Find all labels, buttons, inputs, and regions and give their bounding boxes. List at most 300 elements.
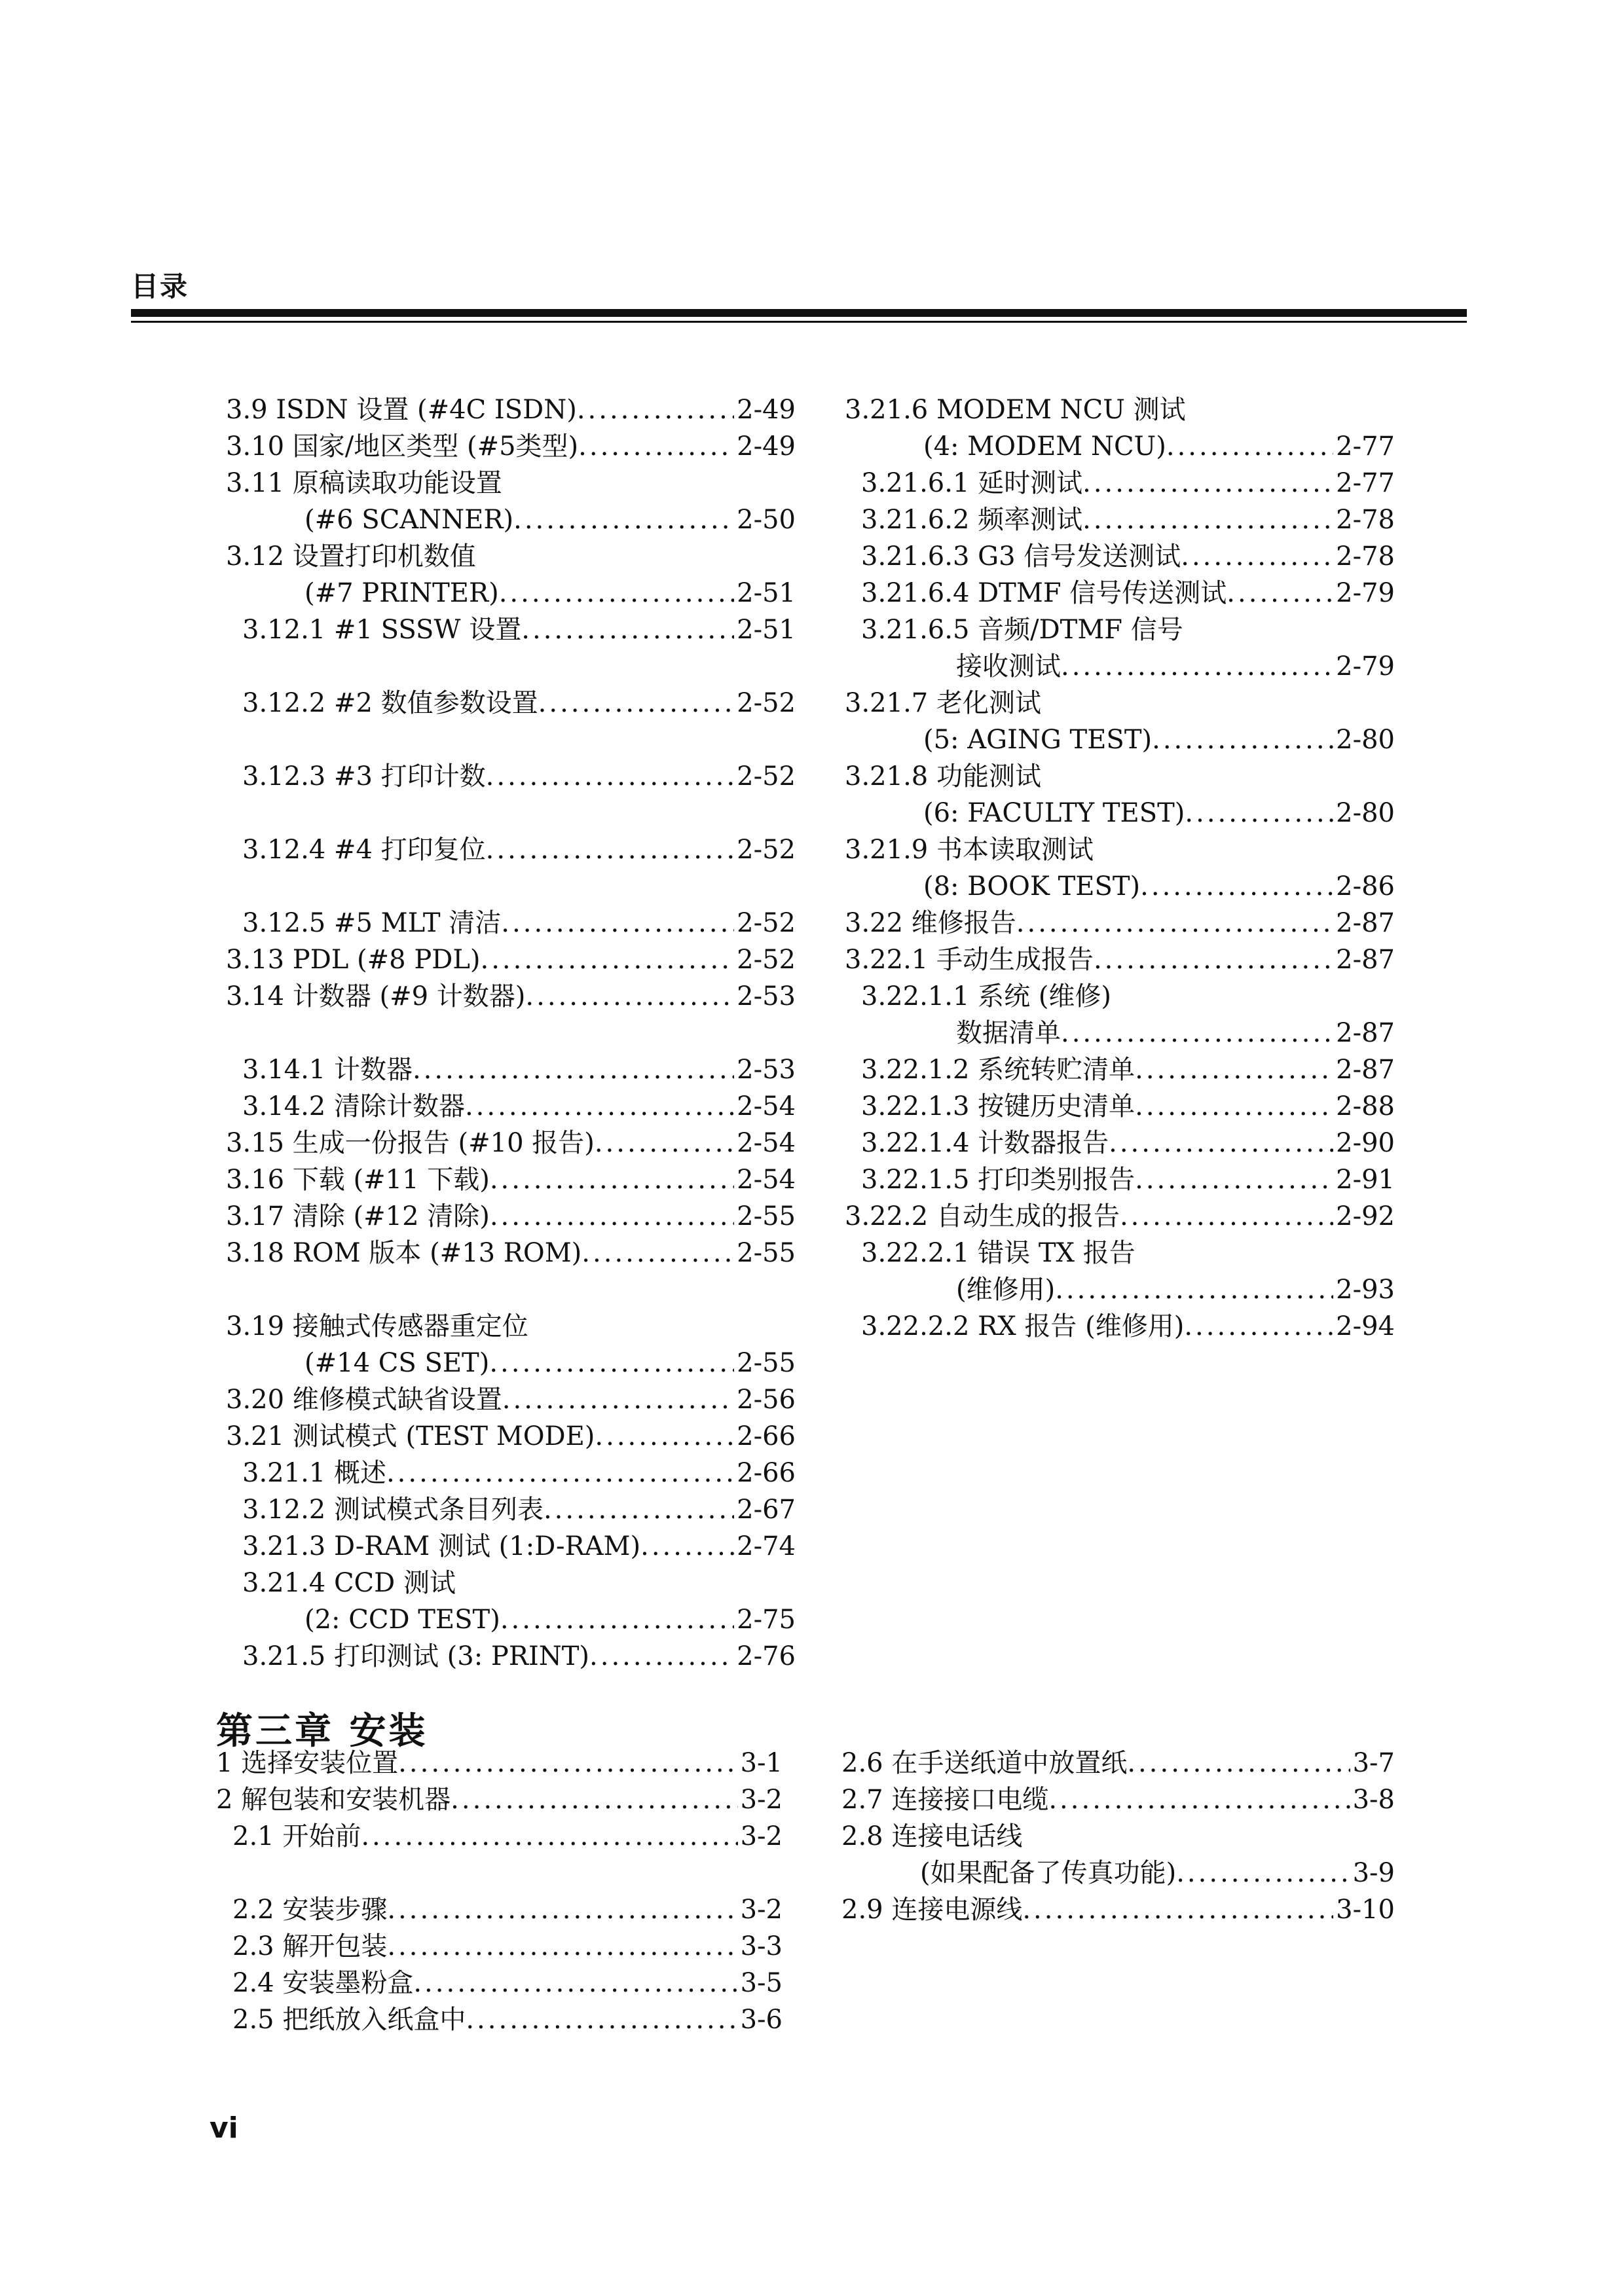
toc-entry-title: 连接电源线 <box>891 1895 1023 1925</box>
chapter-3-heading: 第三章 安装 <box>216 1710 428 1753</box>
dot-leader <box>589 1638 734 1675</box>
toc-entry-page: 2-75 <box>737 1605 796 1635</box>
spacer <box>226 795 796 831</box>
toc-entry-page: 2-67 <box>737 1495 796 1525</box>
toc-entry-title: #5 MLT 清洁 <box>333 908 502 938</box>
dot-leader <box>538 685 734 721</box>
toc-entry-page: 2-66 <box>737 1421 796 1451</box>
dot-leader <box>1152 721 1333 758</box>
toc-entry-number: 3.12.5 <box>242 908 334 938</box>
dot-leader <box>387 1928 737 1965</box>
dot-leader <box>502 1381 734 1418</box>
toc-entry-page: 2-74 <box>737 1531 796 1561</box>
dot-leader <box>521 611 734 648</box>
toc-entry-title: 手动生成报告 <box>936 945 1094 975</box>
toc-entry[interactable] <box>226 831 796 868</box>
dot-leader <box>1185 795 1333 831</box>
toc-entry-number: 3.12.1 <box>242 615 334 645</box>
toc-entry-title: (#6 SCANNER) <box>304 505 514 535</box>
dot-leader <box>1184 1308 1333 1345</box>
toc-entry-page: 2-53 <box>737 981 796 1011</box>
toc-entry[interactable] <box>845 1125 1395 1161</box>
toc-entry-title: 测试模式条目列表 <box>333 1495 544 1525</box>
toc-entry-number: 3.9 <box>226 395 276 425</box>
dot-leader <box>1022 1891 1333 1928</box>
toc-entry-number: 3.17 <box>226 1201 293 1231</box>
toc-entry[interactable] <box>226 501 796 538</box>
toc-entry-title: ISDN 设置 (#4C ISDN) <box>276 395 577 425</box>
toc-entry[interactable] <box>845 611 1395 648</box>
dot-leader <box>480 941 734 978</box>
toc-entry-number: 2.4 <box>232 1968 283 1998</box>
toc-entry[interactable] <box>845 868 1395 905</box>
toc-entry[interactable] <box>845 1161 1395 1198</box>
toc-entry[interactable] <box>216 1781 783 1818</box>
toc-entry-page: 2-55 <box>737 1238 796 1268</box>
toc-entry-number: 3.11 <box>226 468 293 498</box>
toc-entry-number: 3.21.6.4 <box>861 578 978 608</box>
toc-entry[interactable] <box>226 978 796 1015</box>
toc-entry-title: PDL (#8 PDL) <box>292 945 481 975</box>
toc-entry-number: 3.21.1 <box>242 1458 334 1488</box>
toc-entry[interactable] <box>226 1491 796 1528</box>
toc-entry-page: 2-87 <box>1336 945 1395 975</box>
toc-entry-title: MODEM NCU 测试 <box>936 395 1186 425</box>
toc-entry-title: 原稿读取功能设置 <box>292 468 502 498</box>
spacer <box>216 1855 783 1891</box>
chapter-3-right-column <box>841 1745 1395 1928</box>
toc-entry[interactable] <box>845 1308 1395 1345</box>
dot-leader <box>1094 941 1333 978</box>
toc-entry[interactable] <box>845 795 1395 831</box>
toc-entry[interactable] <box>845 978 1395 1015</box>
dot-leader <box>1140 868 1333 905</box>
toc-entry-title: 老化测试 <box>936 688 1041 718</box>
toc-entry-page: 2-87 <box>1336 1018 1395 1048</box>
toc-entry-number: 3.14 <box>226 981 293 1011</box>
toc-entry-number: 3.22.1.2 <box>861 1055 978 1085</box>
toc-entry-title: 数据清单 <box>956 1018 1061 1048</box>
toc-entry[interactable] <box>226 428 796 465</box>
toc-entry-title: RX 报告 (维修用) <box>978 1311 1185 1341</box>
toc-entry-title: 系统 (维修) <box>978 981 1112 1011</box>
dot-leader <box>1016 905 1333 941</box>
toc-entry[interactable] <box>845 465 1395 501</box>
toc-entry[interactable] <box>841 1855 1395 1891</box>
toc-entry[interactable] <box>845 538 1395 575</box>
toc-entry-page: 3-1 <box>740 1748 783 1778</box>
toc-entry-page: 2-80 <box>1336 798 1395 828</box>
dot-leader <box>413 1965 737 2001</box>
toc-entry[interactable] <box>841 1745 1395 1781</box>
dot-leader <box>413 1051 734 1088</box>
toc-entry-page: 2-56 <box>737 1385 796 1415</box>
toc-entry-number: 3.14.1 <box>242 1055 334 1085</box>
toc-entry-number: 3.14.2 <box>242 1091 334 1121</box>
toc-entry[interactable] <box>226 1528 796 1565</box>
toc-entry-title: 音频/DTMF 信号 <box>978 615 1183 645</box>
toc-entry-number: 2.3 <box>232 1931 283 1961</box>
toc-entry-title: 功能测试 <box>936 761 1041 792</box>
toc-entry-page: 2-77 <box>1336 431 1395 462</box>
toc-entry[interactable] <box>226 1161 796 1198</box>
toc-entry-number: 2.5 <box>232 2005 283 2035</box>
toc-entry-number: 3.22.2 <box>845 1201 936 1231</box>
toc-entry[interactable] <box>226 1455 796 1491</box>
toc-entry-title: #3 打印计数 <box>333 761 486 792</box>
toc-entry-title: 频率测试 <box>978 505 1083 535</box>
toc-entry-number: 2.8 <box>841 1821 892 1851</box>
dot-leader <box>387 1891 737 1928</box>
toc-entry-page: 2-86 <box>1336 871 1395 902</box>
header-rule-thick <box>131 309 1467 317</box>
spacer <box>226 1271 796 1308</box>
toc-entry-page: 2-50 <box>737 505 796 535</box>
spacer <box>226 721 796 758</box>
toc-entry[interactable] <box>226 465 796 501</box>
toc-entry-title: 错误 TX 报告 <box>978 1238 1135 1268</box>
toc-entry-number: 3.21.6.2 <box>861 505 978 535</box>
dot-leader <box>489 1345 734 1381</box>
toc-entry-page: 3-2 <box>740 1895 783 1925</box>
toc-entry-title: 选择安装位置 <box>241 1748 399 1778</box>
toc-entry-title: 接收测试 <box>956 651 1061 682</box>
toc-entry-page: 2-78 <box>1336 505 1395 535</box>
toc-entry-number: 3.22.2.2 <box>861 1311 978 1341</box>
toc-entry-number: 2 <box>216 1785 242 1815</box>
dot-leader <box>451 1781 737 1818</box>
page-header-title: 目录 <box>131 270 189 302</box>
toc-entry-page: 2-51 <box>737 615 796 645</box>
toc-entry[interactable] <box>845 1235 1395 1271</box>
toc-entry-title: (8: BOOK TEST) <box>923 871 1141 902</box>
toc-entry-title: 清除计数器 <box>333 1091 465 1121</box>
toc-entry-page: 2-92 <box>1336 1201 1395 1231</box>
toc-entry-number: 3.21.3 <box>242 1531 334 1561</box>
toc-entry-number: 3.18 <box>226 1238 293 1268</box>
toc-entry-number: 3.12 <box>226 541 293 572</box>
toc-entry[interactable] <box>216 1965 783 2001</box>
toc-entry-page: 2-79 <box>1336 578 1395 608</box>
header-rule-thin <box>131 321 1467 323</box>
toc-entry[interactable] <box>226 1198 796 1235</box>
toc-entry-page: 2-52 <box>737 945 796 975</box>
toc-entry-number: 3.21.5 <box>242 1641 334 1671</box>
toc-entry-title: 清除 (#12 清除) <box>292 1201 490 1231</box>
dot-leader <box>500 1601 734 1638</box>
toc-entry[interactable] <box>226 1088 796 1125</box>
toc-entry-page: 2-66 <box>737 1458 796 1488</box>
toc-entry-number: 3.12.4 <box>242 835 334 865</box>
toc-entry-page: 2-54 <box>737 1091 796 1121</box>
dot-leader <box>465 1088 734 1125</box>
toc-entry-number: 3.15 <box>226 1128 293 1158</box>
toc-entry[interactable] <box>845 1271 1395 1308</box>
toc-entry-number: 3.21.6.5 <box>861 615 978 645</box>
toc-entry[interactable] <box>226 538 796 575</box>
toc-entry-title: 维修报告 <box>911 908 1016 938</box>
toc-entry-title: 在手送纸道中放置纸 <box>891 1748 1128 1778</box>
toc-entry-title: 计数器报告 <box>978 1128 1109 1158</box>
toc-entry-title: #2 数值参数设置 <box>333 688 538 718</box>
toc-entry-number: 3.19 <box>226 1311 293 1341</box>
toc-entry[interactable] <box>226 1308 796 1345</box>
toc-entry-page: 2-88 <box>1336 1091 1395 1121</box>
toc-entry-number: 3.13 <box>226 945 293 975</box>
toc-entry[interactable] <box>226 1565 796 1601</box>
dot-leader <box>501 905 734 941</box>
toc-entry[interactable] <box>845 575 1395 611</box>
toc-entry-title: 打印类别报告 <box>978 1165 1135 1195</box>
toc-entry-page: 2-52 <box>737 761 796 792</box>
toc-entry[interactable] <box>845 501 1395 538</box>
toc-entry-number: 3.22.2.1 <box>861 1238 978 1268</box>
toc-entry[interactable] <box>845 831 1395 868</box>
toc-entry[interactable] <box>216 1818 783 1855</box>
toc-entry-number: 3.21.8 <box>845 761 936 792</box>
toc-entry[interactable] <box>226 1125 796 1161</box>
toc-entry-number: 1 <box>216 1748 242 1778</box>
toc-entry-page: 2-52 <box>737 908 796 938</box>
toc-entry-title: 设置打印机数值 <box>292 541 476 572</box>
toc-entry-title: (#14 CS SET) <box>304 1348 490 1378</box>
toc-entry-number: 3.10 <box>226 431 293 462</box>
dot-leader <box>490 1161 734 1198</box>
toc-entry-title: 解开包装 <box>282 1931 388 1961</box>
dot-leader <box>499 575 734 611</box>
dot-leader <box>486 831 734 868</box>
toc-entry[interactable] <box>845 1051 1395 1088</box>
toc-entry-page: 2-91 <box>1336 1165 1395 1195</box>
dot-leader <box>398 1745 737 1781</box>
dot-leader <box>1176 1855 1350 1891</box>
toc-entry-number: 3.22 <box>845 908 912 938</box>
dot-leader <box>1181 538 1333 575</box>
toc-entry-number: 2.9 <box>841 1895 892 1925</box>
dot-leader <box>1048 1781 1350 1818</box>
toc-entry-page: 3-6 <box>740 2005 783 2035</box>
toc-entry[interactable] <box>841 1781 1395 1818</box>
toc-entry-title: 连接接口电缆 <box>891 1785 1049 1815</box>
toc-entry-page: 2-55 <box>737 1201 796 1231</box>
dot-leader <box>1055 1271 1333 1308</box>
toc-entry-number: 3.21.6.3 <box>861 541 978 572</box>
toc-entry-title: 连接电话线 <box>891 1821 1023 1851</box>
toc-entry-page: 2-53 <box>737 1055 796 1085</box>
toc-entry-page: 2-87 <box>1336 908 1395 938</box>
toc-entry-title: (4: MODEM NCU) <box>923 431 1166 462</box>
toc-entry[interactable] <box>226 611 796 648</box>
toc-entry-title: (6: FACULTY TEST) <box>923 798 1185 828</box>
dot-leader <box>513 501 734 538</box>
toc-entry[interactable] <box>226 905 796 941</box>
toc-entry-page: 2-77 <box>1336 468 1395 498</box>
toc-entry-number: 3.12.2 <box>242 1495 334 1525</box>
toc-entry[interactable] <box>841 1891 1395 1928</box>
toc-entry-page: 3-2 <box>740 1821 783 1851</box>
dot-leader <box>1082 465 1333 501</box>
toc-entry[interactable] <box>226 941 796 978</box>
toc-entry-page: 2-52 <box>737 688 796 718</box>
toc-entry-title: 国家/地区类型 (#5类型) <box>292 431 579 462</box>
dot-leader <box>1135 1088 1333 1125</box>
dot-leader <box>1127 1745 1350 1781</box>
toc-entry-title: 安装墨粉盒 <box>282 1968 414 1998</box>
toc-entry[interactable] <box>226 392 796 428</box>
toc-entry[interactable] <box>226 1381 796 1418</box>
toc-entry[interactable] <box>216 2001 783 2038</box>
toc-entry-number: 3.12.2 <box>242 688 334 718</box>
toc-entry-page: 2-78 <box>1336 541 1395 572</box>
toc-entry-page: 2-93 <box>1336 1275 1395 1305</box>
toc-entry[interactable] <box>845 428 1395 465</box>
dot-leader <box>1082 501 1333 538</box>
dot-leader <box>577 392 734 428</box>
toc-entry[interactable] <box>845 721 1395 758</box>
toc-entry[interactable] <box>845 392 1395 428</box>
toc-entry[interactable] <box>216 1928 783 1965</box>
toc-entry[interactable] <box>226 575 796 611</box>
toc-entry-page: 2-49 <box>737 395 796 425</box>
spacer <box>226 1015 796 1051</box>
toc-entry-number: 3.22.1.4 <box>861 1128 978 1158</box>
toc-entry-page: 3-7 <box>1352 1748 1395 1778</box>
toc-entry-number: 2.6 <box>841 1748 892 1778</box>
toc-entry-title: D-RAM 测试 (1:D-RAM) <box>333 1531 641 1561</box>
toc-entry-title: 下载 (#11 下载) <box>292 1165 490 1195</box>
toc-entry-title: 把纸放入纸盒中 <box>282 2005 466 2035</box>
toc-entry[interactable] <box>226 1051 796 1088</box>
toc-entry-title: #4 打印复位 <box>333 835 486 865</box>
toc-entry-title: 书本读取测试 <box>936 835 1094 865</box>
page-number: vi <box>210 2111 238 2145</box>
toc-entry-number: 2.2 <box>232 1895 283 1925</box>
toc-entry-number: 3.22.1.5 <box>861 1165 978 1195</box>
toc-entry[interactable] <box>845 685 1395 721</box>
dot-leader <box>525 978 734 1015</box>
toc-entry-title: 按键历史清单 <box>978 1091 1135 1121</box>
toc-entry-number: 3.21 <box>226 1421 293 1451</box>
toc-entry-page: 2-94 <box>1336 1311 1395 1341</box>
toc-entry-title: ROM 版本 (#13 ROM) <box>292 1238 582 1268</box>
toc-entry[interactable] <box>841 1818 1395 1855</box>
toc-entry-number: 3.21.4 <box>242 1568 334 1598</box>
toc-entry-page: 3-5 <box>740 1968 783 1998</box>
toc-entry-title: (5: AGING TEST) <box>923 725 1153 755</box>
toc-entry-title: 打印测试 (3: PRINT) <box>333 1641 590 1671</box>
spacer <box>226 868 796 905</box>
toc-entry-page: 2-49 <box>737 431 796 462</box>
toc-entry-title: DTMF 信号传送测试 <box>978 578 1227 608</box>
toc-entry-page: 3-3 <box>740 1931 783 1961</box>
toc-entry-page: 2-55 <box>737 1348 796 1378</box>
toc-entry[interactable] <box>226 1418 796 1455</box>
toc-entry-page: 2-54 <box>737 1165 796 1195</box>
toc-entry-number: 3.16 <box>226 1165 293 1195</box>
toc-entry-title: (#7 PRINTER) <box>304 578 499 608</box>
toc-entry-number: 2.1 <box>232 1821 283 1851</box>
dot-leader <box>1166 428 1333 465</box>
dot-leader <box>1120 1198 1333 1235</box>
toc-entry-page: 2-52 <box>737 835 796 865</box>
toc-entry-number: 2.7 <box>841 1785 892 1815</box>
toc-entry-page: 2-79 <box>1336 651 1395 682</box>
toc-entry[interactable] <box>226 1638 796 1675</box>
toc-entry-title: 计数器 (#9 计数器) <box>292 981 526 1011</box>
toc-entry-number: 3.12.3 <box>242 761 334 792</box>
dot-leader <box>490 1198 734 1235</box>
dot-leader <box>595 1125 734 1161</box>
toc-entry-title: 计数器 <box>333 1055 413 1085</box>
toc-entry[interactable] <box>845 1015 1395 1051</box>
toc-entry-page: 2-51 <box>737 578 796 608</box>
toc-entry-page: 3-2 <box>740 1785 783 1815</box>
toc-entry[interactable] <box>226 1345 796 1381</box>
dot-leader <box>1109 1125 1333 1161</box>
toc-entry[interactable] <box>845 1088 1395 1125</box>
toc-entry[interactable] <box>216 1745 783 1781</box>
toc-right-column <box>845 392 1395 1345</box>
toc-entry-title: 解包装和安装机器 <box>241 1785 451 1815</box>
toc-entry[interactable] <box>226 685 796 721</box>
toc-entry-number: 3.20 <box>226 1385 293 1415</box>
toc-entry-page: 2-80 <box>1336 725 1395 755</box>
dot-leader <box>578 428 734 465</box>
dot-leader <box>544 1491 734 1528</box>
toc-entry[interactable] <box>226 1601 796 1638</box>
dot-leader <box>1135 1051 1333 1088</box>
dot-leader <box>1135 1161 1333 1198</box>
toc-entry-title: 接触式传感器重定位 <box>292 1311 528 1341</box>
toc-entry-title: #1 SSSW 设置 <box>333 615 522 645</box>
toc-entry-page: 2-76 <box>737 1641 796 1671</box>
dot-leader <box>1227 575 1333 611</box>
toc-entry[interactable] <box>845 1198 1395 1235</box>
toc-entry[interactable] <box>845 648 1395 685</box>
toc-entry-number: 3.21.6 <box>845 395 936 425</box>
toc-entry-title: (2: CCD TEST) <box>304 1605 500 1635</box>
toc-entry-number: 3.22.1.3 <box>861 1091 978 1121</box>
toc-entry-title: 自动生成的报告 <box>936 1201 1120 1231</box>
dot-leader <box>1061 648 1333 685</box>
toc-entry-page: 3-9 <box>1352 1858 1395 1888</box>
dot-leader <box>1061 1015 1333 1051</box>
toc-entry[interactable] <box>845 905 1395 941</box>
toc-entry-title: (维修用) <box>956 1275 1056 1305</box>
toc-entry-page: 3-8 <box>1352 1785 1395 1815</box>
toc-entry-title: CCD 测试 <box>333 1568 456 1598</box>
toc-entry[interactable] <box>226 758 796 795</box>
toc-entry-title: G3 信号发送测试 <box>978 541 1181 572</box>
toc-entry[interactable] <box>845 941 1395 978</box>
toc-entry-title: 安装步骤 <box>282 1895 388 1925</box>
toc-entry-number: 3.21.7 <box>845 688 936 718</box>
toc-entry-title: 延时测试 <box>978 468 1083 498</box>
dot-leader <box>486 758 734 795</box>
toc-entry[interactable] <box>216 1891 783 1928</box>
spacer <box>226 648 796 685</box>
dot-leader <box>466 2001 737 2038</box>
toc-entry-title: 测试模式 (TEST MODE) <box>292 1421 595 1451</box>
toc-entry-title: 生成一份报告 (#10 报告) <box>292 1128 595 1158</box>
dot-leader <box>361 1818 737 1855</box>
chapter-3-left-column <box>216 1745 783 2038</box>
toc-entry-number: 3.22.1.1 <box>861 981 978 1011</box>
toc-entry[interactable] <box>845 758 1395 795</box>
toc-entry[interactable] <box>226 1235 796 1271</box>
toc-entry-title: (如果配备了传真功能) <box>920 1858 1177 1888</box>
toc-entry-number: 3.21.9 <box>845 835 936 865</box>
